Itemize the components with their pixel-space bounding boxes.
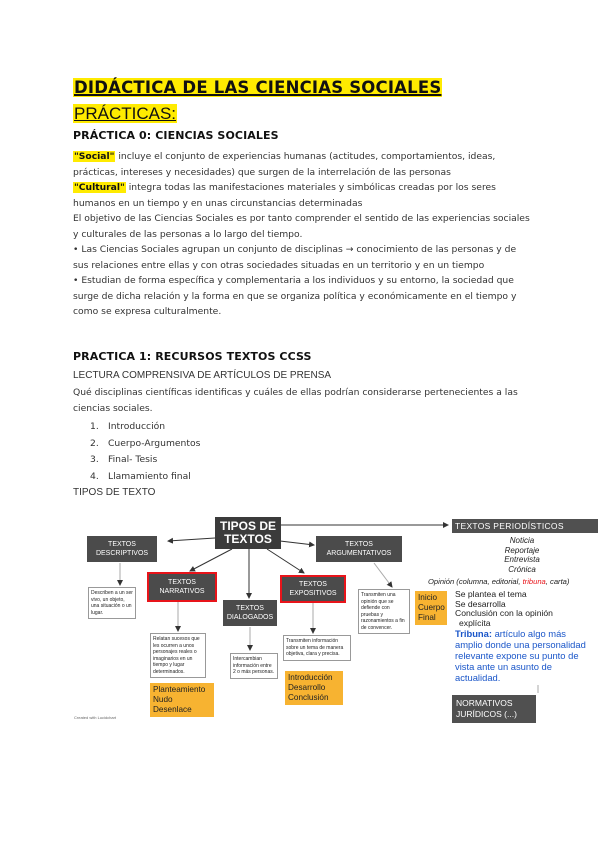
note-argumentativos: Transmiten una opinión que se defiende con pruebas y razonamientos a fin de convencer. [358,589,410,634]
title-text: DIDÁCTICA DE LAS CIENCIAS SOCIALES [74,78,442,97]
text-types-diagram [72,503,595,720]
orange-argumentativos: Inicio Cuerpo Final [415,591,447,625]
practica1-heading: PRACTICA 1: RECURSOS TEXTOS CCSS [73,350,312,363]
opinion-line: Opinión (columna, editorial, tribuna, carta) [428,577,570,586]
social-keyword: "Social" [74,151,115,162]
orange-narrativos: Planteamiento Nudo Desenlace [150,683,214,717]
practica0-body [73,149,533,320]
section-subtitle [73,104,177,124]
descriptivos-node: TEXTOS DESCRIPTIVOS [87,536,157,562]
tribuna-text: Tribuna: artículo algo más amplio donde una personalidad relevante expone su punto de vista ante un asunto de actualidad. [455,628,586,683]
normativos-box: NORMATIVOS JURÍDICOS (...) [452,695,536,723]
arrow-to-argumentativos [280,541,314,545]
list-item: 3. Final- Tesis [90,454,158,465]
argumentativos-detail: Se plantea el tema Se desarrolla Conclusión con la opinión explícita Tribuna: artículo algo más amplio donde una personalidad relevante expone su punto de vista ante un asunto de actualidad. [455,590,590,683]
objetivo-paragraph: El objetivo de las Ciencias Sociales es por tanto comprender el sentido de las experiencias sociales y culturales de las personas a lo largo del tiempo. [73,213,530,240]
question-text: Qué disciplinas científicas identificas y cuáles de ellas podrían considerarse pertenecientes a las ciencias sociales. [73,387,518,414]
note-dialogados: Intercambian información entre 2 o más personas. [230,653,278,679]
narrativos-node: TEXTOS NARRATIVOS [147,572,217,602]
disciplinas-paragraph: • Las Ciencias Sociales agrupan un conjunto de disciplinas → conocimiento de las personas y de sus relaciones entre ellas y con otras sociedades situadas en un territorio y en un tiempo [73,244,517,271]
list-item: 4. Llamamiento final [90,470,191,482]
structure-list [90,419,200,485]
periodisticos-list: Noticia Reportaje Entrevista Crónica [504,536,540,574]
note-expositivos: Transmiten información sobre un tema de manera objetiva, clara y precisa. [283,635,351,661]
list-item: 1. Introducción [90,421,166,432]
dialogados-node: TEXTOS DIALOGADOS [223,600,277,626]
note-descriptivos: Describen a un ser vivo, un objeto, una situación o un lugar. [88,587,136,619]
social-text: incluye el conjunto de experiencias humanas (actitudes, comportamientos, ideas, prácticas, intereses y necesidades) que surgen de la interrelación de las personas [73,151,496,178]
estudian-paragraph: • Estudian de forma específica y complementaria a los individuos y su entorno, la sociedad que surge de dicha relación y la forma en que se organiza política y económicamente en el tiempo y como se expresa culturalmente. [73,275,517,317]
orange-expositivos: Introducción Desarrollo Conclusión [285,671,343,705]
arrow-to-expositivos [267,549,304,573]
lectura-line: LECTURA COMPRENSIVA DE ARTÍCULOS DE PRENSA [73,370,332,381]
cultural-paragraph [73,180,533,211]
social-paragraph [73,149,533,180]
note-narrativos: Relatan sucesos que les ocurren a unos personajes reales o imaginarios en un tiempo y lugar determinados. [150,633,206,678]
argumentativos-node: TEXTOS ARGUMENTATIVOS [316,536,402,562]
arrow-to-narrativos [190,549,232,571]
arrow-to-descriptivos [168,538,215,541]
page-title [73,78,442,97]
main-node: TIPOS DE TEXTOS [215,517,281,549]
subtitle-text: PRÁCTICAS: [74,104,177,123]
list-item: 2. Cuerpo-Argumentos [90,437,201,449]
cultural-text: integra todas las manifestaciones materiales y simbólicas creadas por los seres humanos en un tiempo y en unas circunstancias determinadas [73,182,496,209]
practica0-heading: PRÁCTICA 0: CIENCIAS SOCIALES [73,129,279,142]
tipos-label: TIPOS DE TEXTO [73,487,156,498]
cultural-keyword: "Cultural" [74,182,125,193]
diagram-caption: Created with Lucidchart [74,715,117,720]
expositivos-node: TEXTOS EXPOSITIVOS [280,575,346,603]
periodisticos-header: TEXTOS PERIODÍSTICOS [452,519,598,533]
